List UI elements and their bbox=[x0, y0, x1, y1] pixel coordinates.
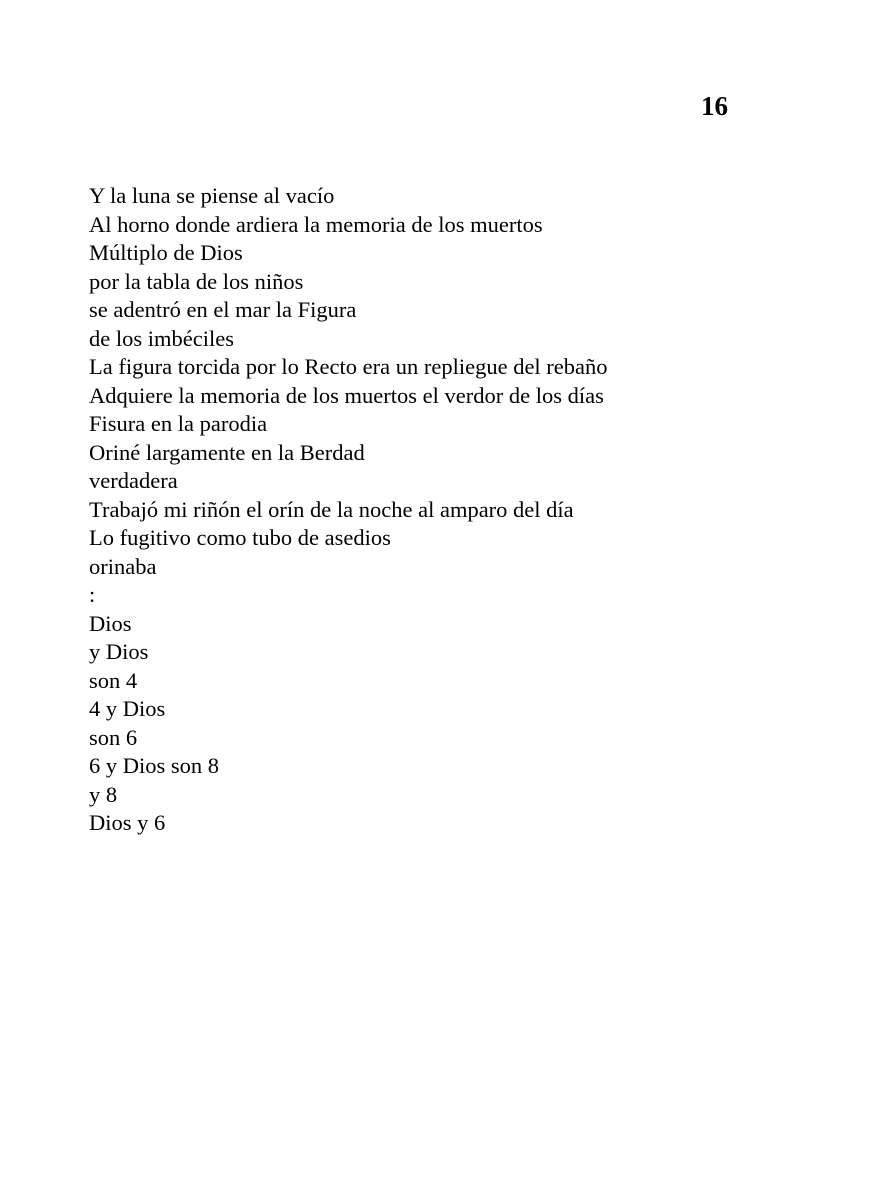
poem-line: de los imbéciles bbox=[89, 325, 234, 351]
poem-line: Dios bbox=[89, 610, 132, 636]
poem-line: Lo fugitivo como tubo de asedios bbox=[89, 525, 391, 550]
poem-line: se adentró en el mar la Figura bbox=[89, 297, 357, 322]
poem-line: 4 y Dios bbox=[89, 696, 166, 721]
poem-line: Trabajó mi riñón el orín de la noche al amparo del día bbox=[89, 496, 574, 522]
poem-line: son 4 bbox=[89, 667, 138, 693]
poem-line: Dios y 6 bbox=[89, 810, 166, 835]
poem-line: son 6 bbox=[89, 724, 138, 750]
poem-line: Adquiere la memoria de los muertos el verdor de los días bbox=[89, 382, 604, 408]
poem-line: Fisura en la parodia bbox=[89, 411, 268, 436]
poem-line: orinaba bbox=[89, 553, 157, 579]
poem-line: Múltiplo de Dios bbox=[89, 240, 243, 265]
poem-line: La figura torcida por lo Recto era un repliegue del rebaño bbox=[89, 354, 608, 379]
poem-line: 6 y Dios son 8 bbox=[89, 753, 220, 778]
poem-line: y Dios bbox=[89, 639, 149, 664]
poem-line: Al horno donde ardiera la memoria de los muertos bbox=[89, 211, 543, 237]
poem-line: Y la luna se piense al vacío bbox=[89, 183, 335, 208]
page-number: 16 bbox=[701, 91, 728, 121]
poem-line: Oriné largamente en la Berdad bbox=[89, 439, 365, 465]
poem-line: y 8 bbox=[89, 781, 118, 807]
poem-line: verdadera bbox=[89, 468, 178, 493]
poem-line: : bbox=[89, 582, 96, 607]
poem-body bbox=[89, 182, 608, 838]
poem-line: por la tabla de los niños bbox=[89, 268, 304, 294]
